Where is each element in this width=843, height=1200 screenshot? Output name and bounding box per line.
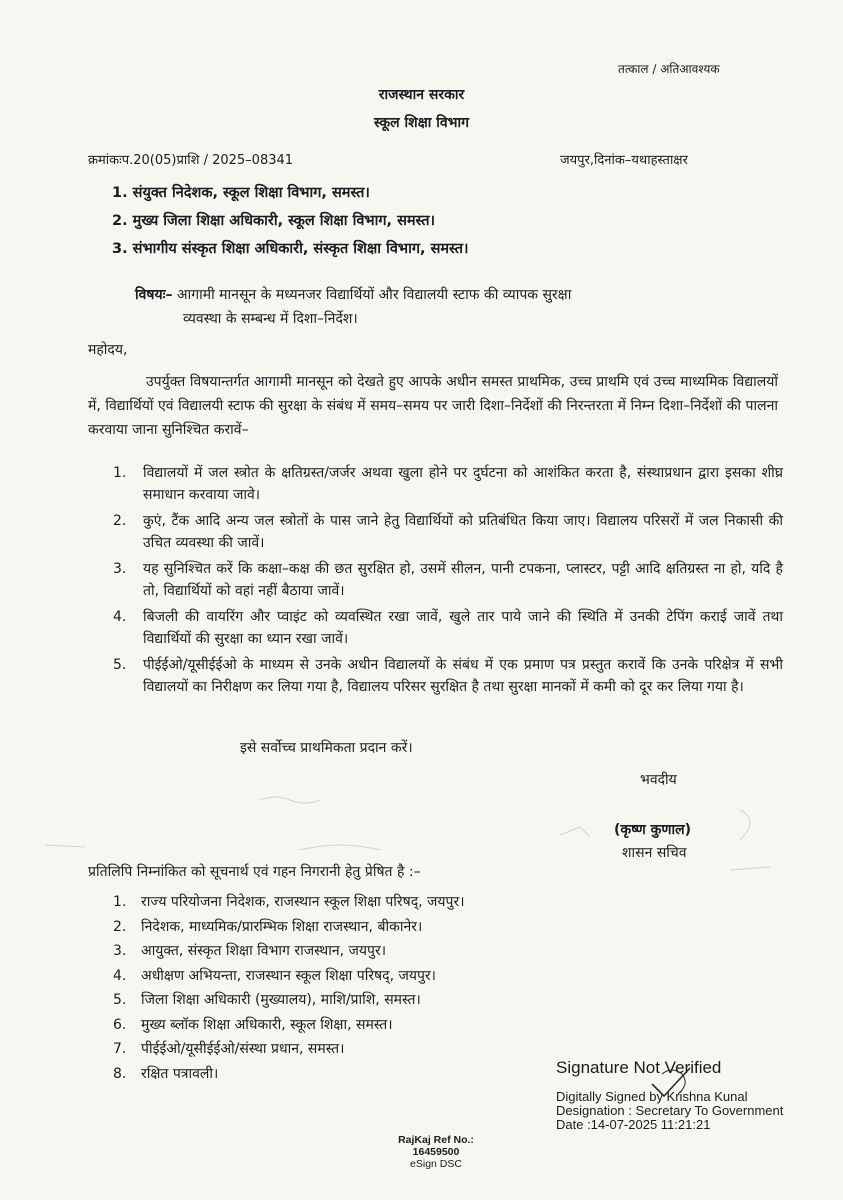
directive-text: यह सुनिश्चित करें कि कक्षा–कक्ष की छत सुरक्षित हो, उसमें सीलन, पानी टपकना, प्लास्टर, पट्टी आदि क्षतिग्रस्त ना हो, यदि है तो, विद्यार्थियों को वहां नहीं बैठाया जावें।: [143, 561, 783, 599]
copy-heading: प्रतिलिपि निम्नांकित को सूचनार्थ एवं गहन निगरानी हेतु प्रेषित है :–: [88, 864, 421, 880]
copy-item: [113, 964, 465, 989]
salutation: महोदय,: [88, 342, 128, 358]
copy-number: 3.: [113, 943, 127, 959]
directive-number: 5.: [113, 657, 127, 673]
copy-item: [113, 1037, 465, 1062]
subject-line-1: आगामी मानसून के मध्यनजर विद्यार्थियों और विद्यालयी स्टाफ की व्यापक सुरक्षा: [176, 287, 572, 303]
signed-by: Digitally Signed by Krishna Kunal: [556, 1089, 748, 1104]
rajkaj-reference: [376, 1134, 496, 1170]
copy-number: 8.: [113, 1065, 127, 1082]
reference-number: क्रमांकःप.20(05)प्राशि / 2025–08341: [88, 153, 294, 168]
directive-number: 3.: [113, 561, 127, 577]
directive-item: [113, 558, 783, 602]
subject-label: विषयः–: [135, 287, 173, 303]
copy-number: 1.: [113, 894, 127, 910]
government-heading: राजस्थान सरकार: [378, 87, 465, 103]
copy-number: 5.: [113, 992, 127, 1008]
signer-designation: Designation : Secretary To Government: [556, 1103, 784, 1118]
copy-text: मुख्य ब्लॉक शिक्षा अधिकारी, स्कूल शिक्षा, समस्त।: [141, 1016, 393, 1033]
addressee-text: संभागीय संस्कृत शिक्षा अधिकारी, संस्कृत शिक्षा विभाग, समस्त।: [132, 241, 469, 257]
directive-number: 2.: [113, 513, 127, 529]
copy-list: [113, 890, 465, 1086]
copy-item: [113, 915, 465, 940]
copy-text: रक्षित पत्रावली।: [141, 1065, 219, 1082]
directive-text: विद्यालयों में जल स्त्रोत के क्षतिग्रस्त/जर्जर अथवा खुला होने पर दुर्घटना को आशंकित करता है, संस्थाप्रधान द्वारा इसका शीघ्र समाधान करवाया जावे।: [143, 465, 783, 503]
copy-item: [113, 890, 465, 915]
body-paragraph: [88, 370, 778, 442]
copy-text: अधीक्षण अभियन्ता, राजस्थान स्कूल शिक्षा परिषद्, जयपुर।: [141, 967, 436, 984]
officer-name: (कृष्ण कुणाल): [614, 822, 692, 838]
addressee-1: [112, 182, 370, 202]
copy-number: 7.: [113, 1041, 127, 1057]
subject-block: [135, 283, 775, 331]
directive-item: [113, 462, 783, 506]
checkmark-icon: [648, 1064, 694, 1100]
addressee-text: मुख्य जिला शिक्षा अधिकारी, स्कूल शिक्षा विभाग, समस्त।: [132, 213, 435, 229]
copy-text: राज्य परियोजना निदेशक, राजस्थान स्कूल शिक्षा परिषद्, जयपुर।: [141, 894, 465, 910]
subject-line-2: व्यवस्था के सम्बन्ध में दिशा–निर्देश।: [183, 311, 358, 327]
copy-item: [113, 939, 465, 964]
officer-designation: शासन सचिव: [622, 845, 687, 861]
directive-item: [113, 606, 783, 650]
directive-item: [113, 654, 783, 698]
addressee-3: [112, 238, 468, 258]
copy-item: [113, 988, 465, 1013]
addressee-number: 1.: [112, 185, 128, 201]
copy-text: निदेशक, माध्यमिक/प्रारम्भिक शिक्षा राजस्थान, बीकानेर।: [141, 918, 423, 935]
copy-text: जिला शिक्षा अधिकारी (मुख्यालय), माशि/प्राशि, समस्त।: [141, 992, 421, 1008]
body-paragraph-text: उपर्युक्त विषयान्तर्गत आगामी मानसून को देखते हुए आपके अधीन समस्त प्राथमिक, उच्च प्राथमि एवं उच्च माध्यमिक विद्यालयों में, विद्यार्थियों एवं विद्यालयी स्टाफ की सुरक्षा के संबंध में समय–समय पर जारी दिशा–निर्देशों की निरन्तरता में निम्न दिशा–निर्देशों की पालना करवाया जाना सुनिश्चित करावें–: [88, 374, 778, 438]
signature-date: Date :14-07-2025 11:21:21: [556, 1117, 711, 1132]
directive-number: 4.: [113, 609, 127, 625]
directive-text: पीईईओ/यूसीईईओ के माध्यम से उनके अधीन विद्यालयों के संबंध में एक प्रमाण पत्र प्रस्तुत करावें कि उनके परिक्षेत्र में सभी विद्यालयों का निरीक्षण कर लिया गया है, विद्यालय परिसर सुरक्षित है तथा सुरक्षा मानकों में कमी को दूर कर लिया गया है।: [143, 657, 783, 695]
addressee-text: संयुक्त निदेशक, स्कूल शिक्षा विभाग, समस्त।: [132, 185, 370, 201]
directive-item: [113, 510, 783, 554]
place-date: जयपुर,दिनांक–यथाहस्ताक्षर: [560, 153, 688, 168]
addressee-number: 3.: [112, 241, 128, 257]
copy-item: [113, 1062, 465, 1087]
copy-number: 4.: [113, 967, 127, 984]
directive-number: 1.: [113, 465, 127, 481]
copy-text: पीईईओ/यूसीईईओ/संस्था प्रधान, समस्त।: [141, 1041, 345, 1057]
copy-text: आयुक्त, संस्कृत शिक्षा विभाग राजस्थान, जयपुर।: [141, 943, 387, 959]
addressee-number: 2.: [112, 213, 128, 229]
esign-label: eSign DSC: [410, 1158, 462, 1170]
department-heading: स्कूल शिक्षा विभाग: [373, 115, 469, 131]
copy-number: 6.: [113, 1016, 127, 1033]
addressee-2: [112, 210, 435, 230]
signature-status: Signature Not Verified: [556, 1058, 722, 1077]
directive-text: कुएं, टैंक आदि अन्य जल स्त्रोतों के पास जाने हेतु विद्यार्थियों को प्रतिबंधित किया जाए। विद्यालय परिसरों में जल निकासी की उचित व्यवस्था की जावें।: [143, 513, 783, 551]
rajkaj-ref-number: 16459500: [412, 1146, 460, 1158]
rajkaj-ref-label: RajKaj Ref No.:: [398, 1134, 474, 1146]
directive-text: बिजली की वायरिंग और प्वाइंट को व्यवस्थित रखा जावें, खुले तार पाये जाने की स्थिति में उनकी टेपिंग कराई जावें तथा विद्यार्थियों की सुरक्षा का ध्यान रखा जावें।: [143, 609, 783, 647]
copy-number: 2.: [113, 918, 127, 935]
copy-item: [113, 1013, 465, 1038]
priority-label: तत्काल / अतिआवश्यक: [618, 62, 720, 76]
directives-list: [113, 462, 783, 702]
closing-text: भवदीय: [640, 772, 677, 788]
priority-instruction: इसे सर्वोच्च प्राथमिकता प्रदान करें।: [240, 740, 413, 756]
